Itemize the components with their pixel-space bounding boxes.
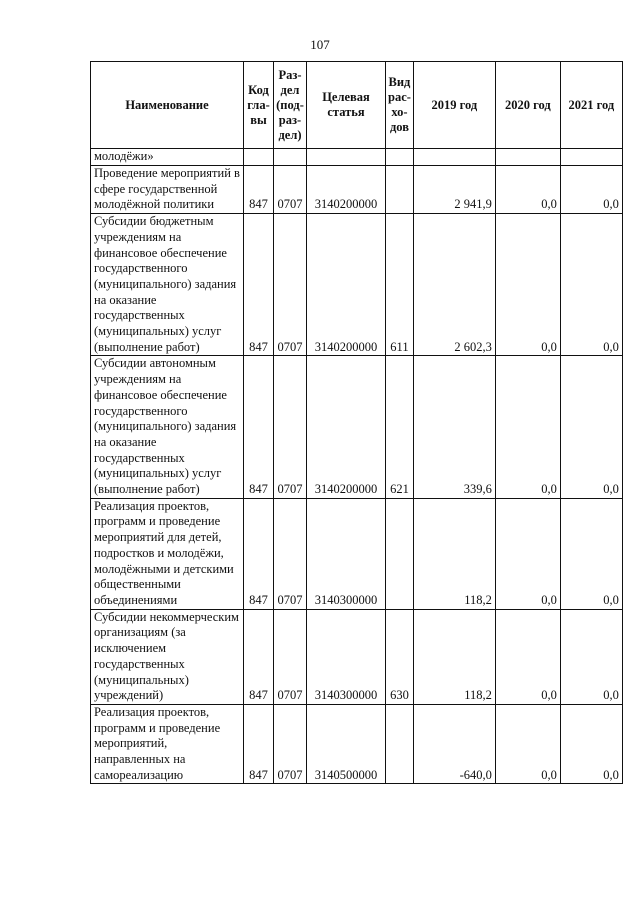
row-2020: 0,0 — [495, 166, 560, 214]
header-2020: 2020 год — [495, 62, 560, 149]
row-2019: 2 941,9 — [413, 166, 495, 214]
row-2019: -640,0 — [413, 704, 495, 784]
row-expense — [386, 166, 414, 214]
row-name: Реализация проектов, программ и проведение мероприятий для детей, подростков и молодёжи, молодёжными и детскими общественными объединениями — [91, 498, 244, 609]
row-section: 0707 — [274, 356, 307, 498]
header-code: Код гла- вы — [244, 62, 274, 149]
row-name: Субсидии автономным учреждениям на финансовое обеспечение государственного (муниципального) задания на оказание государственных (муниципальных) услуг (выполнение работ) — [91, 356, 244, 498]
row-target: 3140300000 — [307, 498, 386, 609]
table-row — [91, 214, 623, 356]
header-section: Раз- дел (под- раз- дел) — [274, 62, 307, 149]
row-target: 3140200000 — [307, 166, 386, 214]
header-name: Наименование — [91, 62, 244, 149]
row-2021: 0,0 — [560, 214, 622, 356]
row-2020: 0,0 — [495, 704, 560, 784]
row-name: Субсидии некоммерческим организациям (за исключением государственных (муниципальных) учреждений) — [91, 609, 244, 704]
continuation-row — [91, 149, 623, 166]
row-2019: 118,2 — [413, 498, 495, 609]
row-2021: 0,0 — [560, 356, 622, 498]
table-row — [91, 498, 623, 609]
header-2019: 2019 год — [413, 62, 495, 149]
header-target: Целевая статья — [307, 62, 386, 149]
row-2020: 0,0 — [495, 214, 560, 356]
row-target: 3140200000 — [307, 356, 386, 498]
table-header-row — [91, 62, 623, 149]
row-2021: 0,0 — [560, 609, 622, 704]
row-2019: 118,2 — [413, 609, 495, 704]
row-2021: 0,0 — [560, 704, 622, 784]
table-row — [91, 166, 623, 214]
row-2019: 339,6 — [413, 356, 495, 498]
row-code: 847 — [244, 214, 274, 356]
row-2021: 0,0 — [560, 166, 622, 214]
row-target: 3140500000 — [307, 704, 386, 784]
continuation-text: молодёжи» — [91, 149, 244, 166]
header-expense: Вид рас- хо- дов — [386, 62, 414, 149]
row-name: Проведение мероприятий в сфере государственной молодёжной политики — [91, 166, 244, 214]
row-code: 847 — [244, 166, 274, 214]
row-2020: 0,0 — [495, 609, 560, 704]
row-expense: 630 — [386, 609, 414, 704]
table-row — [91, 356, 623, 498]
row-2021: 0,0 — [560, 498, 622, 609]
row-section: 0707 — [274, 166, 307, 214]
budget-table — [90, 61, 623, 784]
row-2019: 2 602,3 — [413, 214, 495, 356]
row-name: Субсидии бюджетным учреждениям на финансовое обеспечение государственного (муниципального) задания на оказание государственных (муниципальных) услуг (выполнение работ) — [91, 214, 244, 356]
row-code: 847 — [244, 609, 274, 704]
row-code: 847 — [244, 704, 274, 784]
row-section: 0707 — [274, 498, 307, 609]
row-target: 3140200000 — [307, 214, 386, 356]
row-2020: 0,0 — [495, 356, 560, 498]
row-2020: 0,0 — [495, 498, 560, 609]
row-code: 847 — [244, 498, 274, 609]
row-expense — [386, 704, 414, 784]
row-code: 847 — [244, 356, 274, 498]
table-row — [91, 609, 623, 704]
row-expense — [386, 498, 414, 609]
row-expense: 621 — [386, 356, 414, 498]
header-2021: 2021 год — [560, 62, 622, 149]
row-name: Реализация проектов, программ и проведение мероприятий, направленных на самореализацию — [91, 704, 244, 784]
row-section: 0707 — [274, 609, 307, 704]
row-target: 3140300000 — [307, 609, 386, 704]
row-expense: 611 — [386, 214, 414, 356]
row-section: 0707 — [274, 704, 307, 784]
page-number: 107 — [310, 37, 330, 52]
table-row — [91, 704, 623, 784]
row-section: 0707 — [274, 214, 307, 356]
